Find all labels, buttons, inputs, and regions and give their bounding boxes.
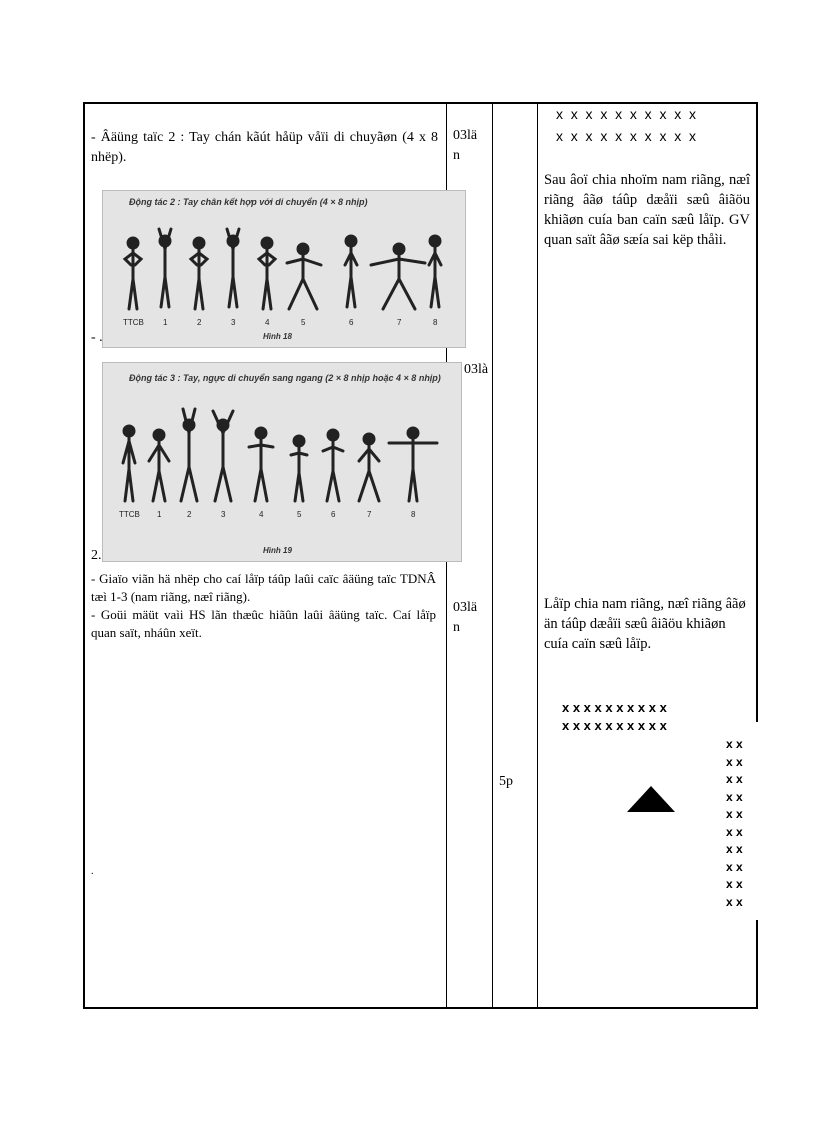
figure-3-label-5: 5: [297, 510, 302, 519]
pose-2: [181, 409, 197, 501]
figure-2-label-2: 2: [197, 318, 202, 327]
pose-4: [249, 428, 273, 501]
figure-2-label-5: 5: [301, 318, 306, 327]
formation-row-1: x x x x x x x x x x: [556, 106, 697, 122]
stray-dot: .: [91, 866, 94, 877]
exercise-2-figure: [102, 190, 466, 348]
figure-3-label-7: 7: [367, 510, 372, 519]
pose-2: [191, 238, 207, 309]
figure-3-title: Động tác 3 : Tay, ngực di chuyển sang ngang (2 × 8 nhịp hoặc 4 × 8 nhịp): [129, 373, 441, 383]
formation-side-column: x x x x x x x x x x x x x x x x x x x x: [726, 737, 743, 909]
pose-4: [259, 238, 275, 309]
column-divider-2: [492, 102, 493, 1009]
formation-row-2: x x x x x x x x x x: [556, 128, 697, 144]
pose-6: [345, 236, 357, 307]
repetitions-entry-1: 03lä n: [453, 128, 478, 163]
column-divider-3: [537, 102, 538, 1009]
pose-7: [359, 434, 379, 501]
pose-8: [429, 236, 441, 307]
text-fragment-1: - .: [91, 330, 103, 345]
pose-1: [159, 229, 171, 307]
pose-5: [287, 244, 321, 309]
pose-ttcb: [125, 238, 141, 309]
formation-row-3: x x x x x x x x x x: [562, 700, 667, 715]
pose-7: [371, 244, 425, 309]
class-split-note: Låïp chia nam riãng, næî riãng âãø än táûp dæåïi sæû âiãöu khiãøn cuía caïn sæû låïp.: [544, 596, 746, 652]
figure-2-label-6: 6: [349, 318, 354, 327]
pose-3: [213, 411, 233, 501]
figure-2-label-7: 7: [397, 318, 402, 327]
pose-3: [227, 229, 239, 307]
pose-6: [323, 430, 343, 501]
exercise-3-figure: [102, 362, 462, 562]
figure-3-label-ttcb: TTCB: [119, 510, 140, 519]
figure-3-label-2: 2: [187, 510, 192, 519]
figure-3-label-1: 1: [157, 510, 162, 519]
text-fragment-2: 2.: [91, 548, 102, 563]
figure-3-label-4: 4: [259, 510, 264, 519]
figure-3-poses: [103, 363, 462, 562]
figure-2-label-8: 8: [433, 318, 438, 327]
figure-2-poses: [103, 191, 466, 348]
teacher-instruction: - Giaïo viãn hä nhëp cho caí låïp táûp laûi caïc âäüng taïc TDNÂ tæì 1-3 (nam riãng, næî riãng).: [91, 571, 436, 604]
formation-row-4: x x x x x x x x x x: [562, 718, 667, 733]
figure-3-label-6: 6: [331, 510, 336, 519]
repetitions-entry-2: 03là: [464, 362, 489, 377]
figure-3-label-8: 8: [411, 510, 416, 519]
figure-2-title: Động tác 2 : Tay chân kết hợp với di chuyển (4 × 8 nhịp): [129, 197, 368, 207]
teacher-position-triangle-icon: [626, 785, 676, 813]
pose-1: [149, 430, 169, 501]
figure-2-label-ttcb: TTCB: [123, 318, 144, 327]
exercise-2-description: - Âäüng taïc 2 : Tay chán kãút håüp våïi di chuyãøn (4 x 8 nhëp).: [91, 130, 438, 165]
figure-2-label-1: 1: [163, 318, 168, 327]
pose-8: [389, 428, 437, 501]
duration: 5p: [499, 774, 513, 789]
figure-2-label-3: 3: [231, 318, 236, 327]
figure-2-label-4: 4: [265, 318, 270, 327]
repetitions-entry-3: 03lä n: [453, 600, 478, 635]
group-practice-note: Sau âoï chia nhoïm nam riãng, næî riãng âãø táûp dæåïi sæû âiãöu khiãøn cuía ban caïn sæû låïp. GV quan saït âãø sæía sai këp thåìi.: [544, 172, 750, 248]
figure-3-label-3: 3: [221, 510, 226, 519]
student-demo-instruction: - Goüi mäüt vaìi HS lãn thæûc hiãûn laûi âäüng taïc. Caí låïp quan saït, nháûn xeït.: [91, 607, 436, 640]
figure-2-caption: Hình 18: [263, 332, 292, 341]
figure-3-caption: Hình 19: [263, 546, 292, 555]
pose-ttcb: [123, 426, 135, 501]
pose-5: [291, 436, 307, 501]
